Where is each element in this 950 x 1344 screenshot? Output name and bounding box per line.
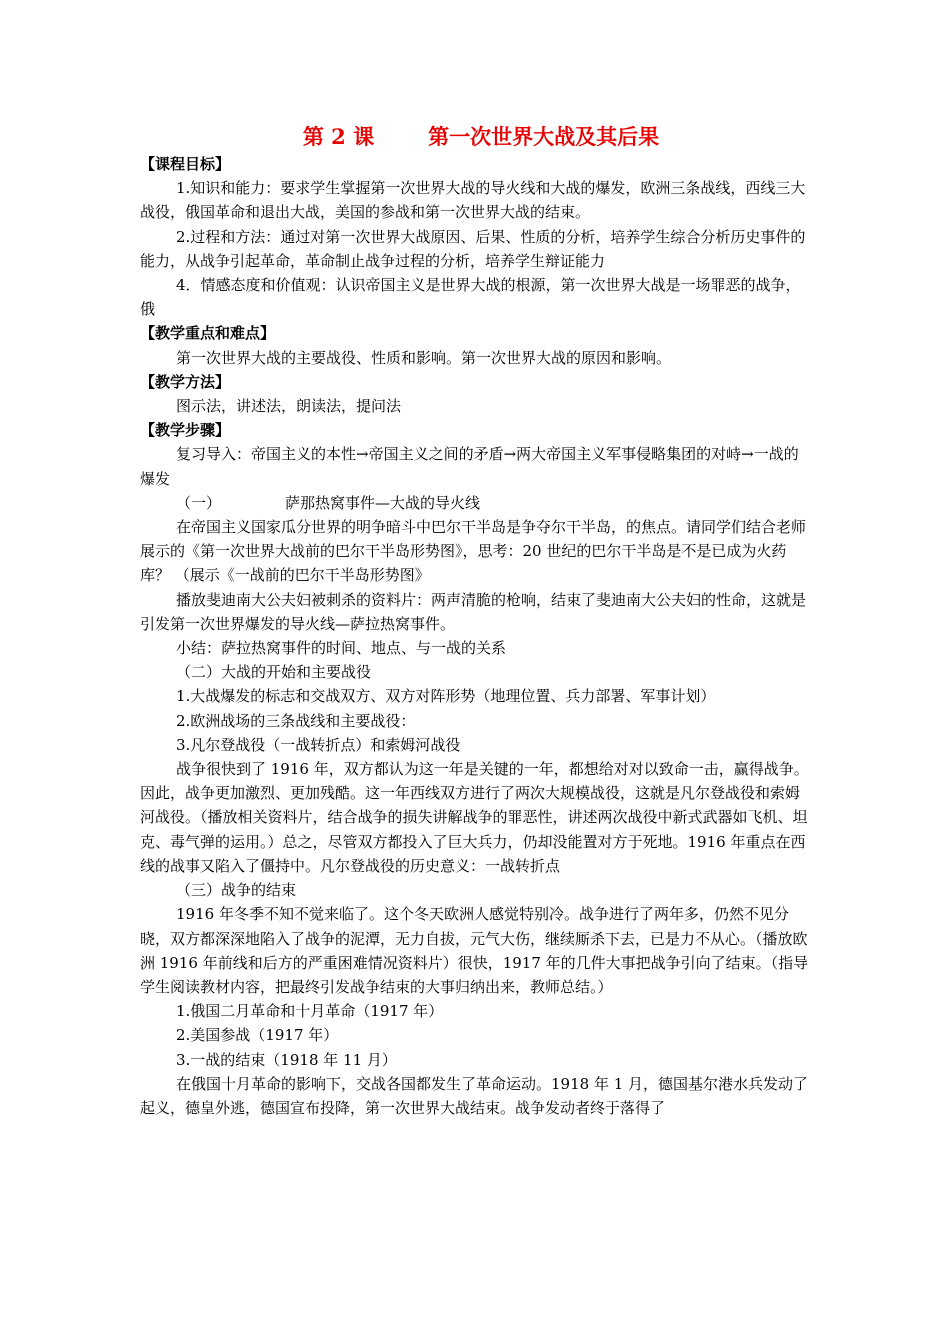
- method-text: 图示法，讲述法，朗读法，提问法: [176, 397, 402, 416]
- paragraph-5: 1916 年冬季不知不觉来临了。这个冬天欧洲人感觉特别冷。战争进行了两年多，仍然不见分晓，双方都深深地陷入了战争的泥潭，无力自拔，元气大伤，继续厮杀下去，已是力不从心。（播放欧洲 1916 年前线和后方的严重困难情况资料片）很快，1917 年的几件大事把战争引向了结束。（指导学生阅读教材内容，把最终引发战争结束的大事归纳出来，教师总结。）: [140, 905, 809, 996]
- section-goals-heading: 【课程目标】: [140, 155, 231, 173]
- part2-item-3: 3.凡尔登战役（一战转折点）和索姆河战役: [176, 735, 461, 754]
- paragraph-3: 小结：萨拉热窝事件的时间、地点、与一战的关系: [176, 639, 507, 658]
- part2-heading: （二）大战的开始和主要战役: [176, 663, 372, 682]
- title-main: 第一次世界大战及其后果: [428, 124, 660, 149]
- paragraph-1: 在帝国主义国家瓜分世界的明争暗斗中巴尔干半岛是争夺尔干半岛，的焦点。请同学们结合老师展示的《第一次世界大战前的巴尔干半岛形势图》，思考：20 世纪的巴尔干半岛是不是已成为火药库？ （展示《一战前的巴尔干半岛形势图》: [140, 518, 807, 585]
- paragraph-4: 战争很快到了 1916 年，双方都认为这一年是关键的一年，都想给对对以致命一击，赢得战争。因此，战争更加激烈、更加残酷。这一年西线双方进行了两次大规模战役，这就是凡尔登战役和索姆河战役。（播放相关资料片，结合战争的损失讲解战争的罪恶性，讲述两次战役中新式武器如飞机、坦克、毒气弹的运用。）总之，尽管双方都投入了巨大兵力，仍却没能置对方于死地。1916 年重点在西线的战事又陷入了僵持中。凡尔登战役的历史意义：一战转折点: [140, 760, 809, 875]
- part2-item-1: 1.大战爆发的标志和交战双方、双方对阵形势（地理位置、兵力部署、军事计划）: [176, 687, 716, 706]
- part2-item-2: 2.欧洲战场的三条战线和主要战役：: [176, 711, 416, 730]
- goal-4: 4．情感态度和价值观：认识帝国主义是世界大战的根源，第一次世界大战是一场罪恶的战争，俄: [140, 276, 801, 319]
- goal-1: 1.知识和能力：要求学生掌握第一次世界大战的导火线和大战的爆发，欧洲三条战线，西线三大战役，俄国革命和退出大战，美国的参战和第一次世界大战的结束。: [140, 179, 806, 222]
- page-title: [140, 122, 812, 152]
- paragraph-6: 在俄国十月革命的影响下，交战各国都发生了革命运动。1918 年 1 月，德国基尔港水兵发动了起义，德皇外逃，德国宣布投降，第一次世界大战结束。战争发动者终于落得了: [140, 1074, 809, 1117]
- section-method-heading: 【教学方法】: [140, 372, 231, 391]
- intro-paragraph: 复习导入：帝国主义的本性→帝国主义之间的矛盾→两大帝国主义军事侵略集团的对峙→一战的爆发: [140, 445, 799, 488]
- section-key-heading: 【教学重点和难点】: [140, 324, 276, 343]
- part1-number: （一）: [176, 493, 222, 512]
- key-text: 第一次世界大战的主要战役、性质和影响。第一次世界大战的原因和影响。: [176, 348, 672, 367]
- part1-heading: [140, 491, 812, 515]
- lesson-plan: [140, 122, 812, 1120]
- title-lesson-number: 第 2 课: [302, 124, 375, 149]
- paragraph-2: 播放斐迪南大公夫妇被刺杀的资料片：两声清脆的枪响，结束了斐迪南大公夫妇的性命，这就是引发第一次世界爆发的导火线—萨拉热窝事件。: [140, 590, 807, 633]
- part3-item-3: 3.一战的结束（1918 年 11 月）: [176, 1050, 397, 1069]
- part3-item-2: 2.美国参战（1917 年）: [176, 1026, 339, 1045]
- part3-heading: （三）战争的结束: [176, 881, 297, 900]
- part3-item-1: 1.俄国二月革命和十月革命（1917 年）: [176, 1002, 444, 1021]
- part1-title: 萨那热窝事件—大战的导火线: [285, 493, 481, 512]
- goal-2: 2.过程和方法：通过对第一次世界大战原因、后果、性质的分析，培养学生综合分析历史事件的能力，从战争引起革命，革命制止战争过程的分析，培养学生辩证能力: [140, 227, 806, 270]
- section-steps-heading: 【教学步骤】: [140, 421, 231, 440]
